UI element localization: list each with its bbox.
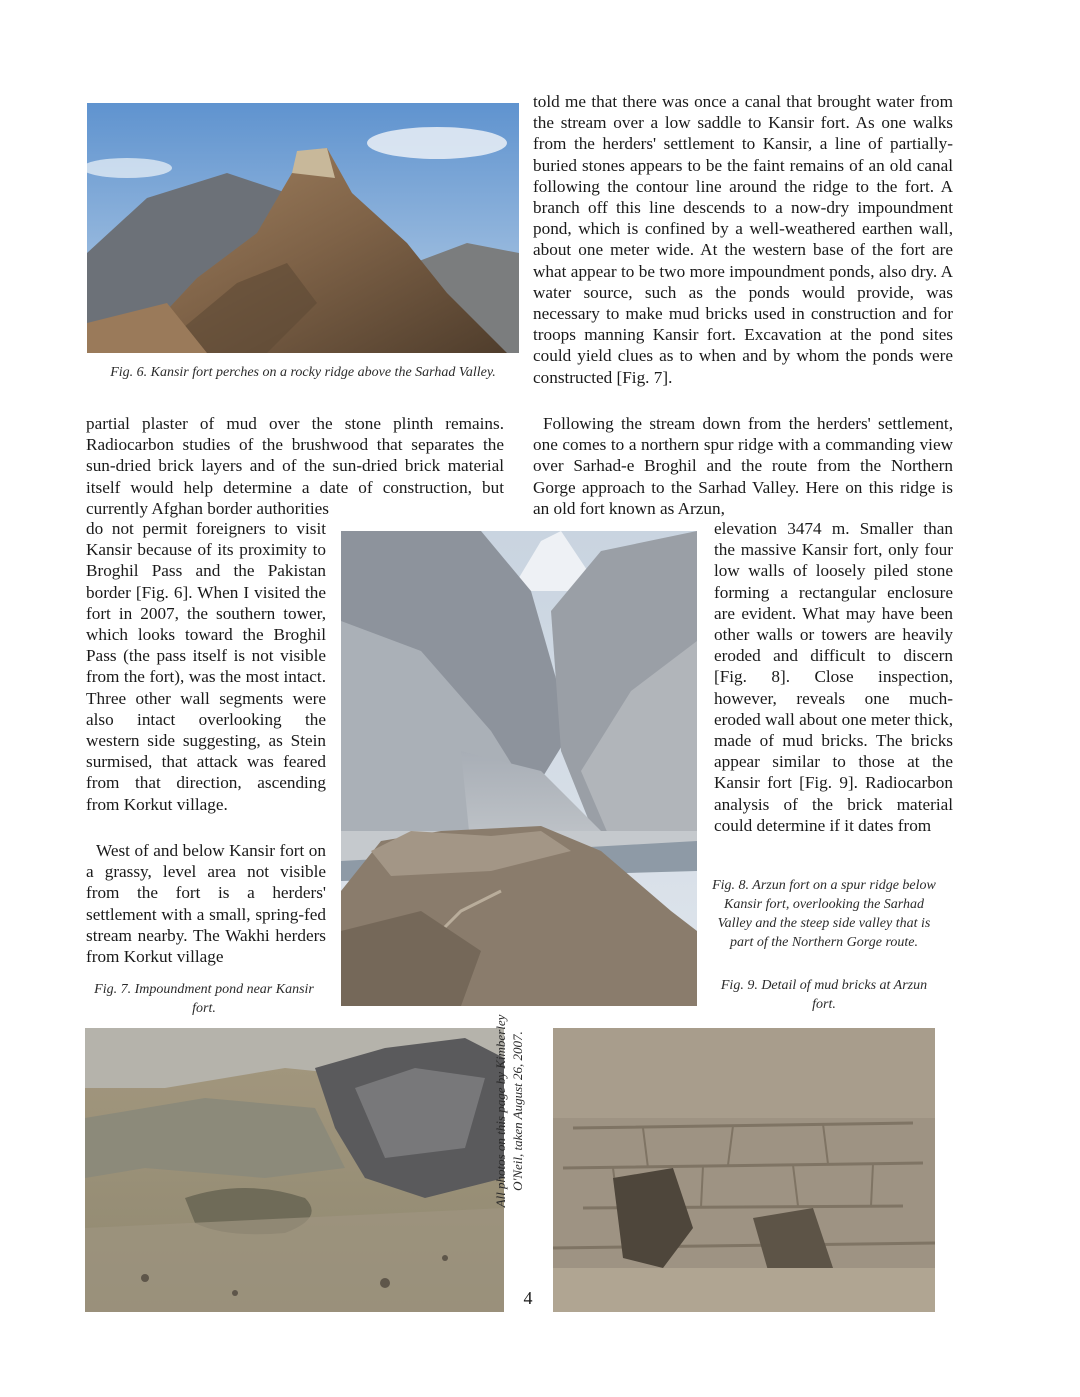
fig8-caption: Fig. 8. Arzun fort on a spur ridge below Kansir fort, overlooking the Sarhad Valley and the steep side valley that is part of the Northern Gorge route. xyxy=(712,878,936,950)
page-number: 4 xyxy=(523,1288,533,1308)
body-paragraph-arzun-walls: elevation 3474 m. Smaller than the massive Kansir fort, only four low walls of loosely piled stone forming a rectangular enclosure are evident. What may have been other walls or towers are heavily eroded and difficult to discern [Fig. 8]. Close inspection, however, reveals one much-eroded wall about one meter thick, made of mud bricks. The bricks appear similar to those at the Kansir fort [Fig. 9]. Radiocarbon analysis of the brick material could determine if it dates from xyxy=(714,519,953,835)
fig7-image xyxy=(85,1028,504,1312)
body-paragraph-plaster: partial plaster of mud over the stone plinth remains. Radiocarbon studies of the brushwood that separates the sun-dried brick layers and of the sun-dried brick material itself would help determine a date of construction, but currently Afghan border authorities xyxy=(86,414,504,518)
fig7-photo xyxy=(85,1028,504,1312)
body-paragraph-arzun-intro: Following the stream down from the herders' settlement, one comes to a northern spur ridge with a commanding view over Sarhad-e Broghil and the route from the Northern Gorge approach to the Sarhad Valley. Here on this ridge is an old fort known as Arzun, xyxy=(533,414,953,518)
photo-credit: All photos on this page by Kimberley O'Neil, taken August 26, 2007. xyxy=(493,1014,525,1208)
fig9-image xyxy=(553,1028,935,1312)
fig8-photo xyxy=(341,531,697,1006)
body-paragraph-canal: told me that there was once a canal that brought water from the stream over a low saddle to Kansir fort. As one walks from the herders' settlement to Kansir, a line of partially-buried stones appears to be the faint remains of an old canal following the contour line around the ridge to the fort. A branch off this line descends to a now-dry impoundment pond, which is confined by a well-weathered earthen wall, about one meter wide. At the western base of the fort are what appear to be two more impoundment ponds, also dry. A water source, such as the ponds would provide, was necessary to make mud bricks used in construction and for troops manning Kansir fort. Excavation at the pond sites could yield clues as to when and by whom the ponds were constructed [Fig. 7]. xyxy=(533,92,953,387)
fig7-caption: Fig. 7. Impoundment pond near Kansir fort. xyxy=(94,982,314,1016)
body-paragraph-kansir-visit: do not permit foreigners to visit Kansir because of its proximity to Broghil Pass and the Pakistan border [Fig. 6]. When I visited the fort in 2007, the southern tower, which looks toward the Broghil Pass (the pass itself is not visible from the fort), was the most intact. Three other wall segments were also intact overlooking the western side suggesting, as Stein surmised, that attack was feared from that direction, ascending from Korkut village. xyxy=(86,519,326,814)
body-paragraph-herders: West of and below Kansir fort on a grassy, level area not visible from the fort is a herders' settlement with a small, spring-fed stream nearby. The Wakhi herders from Korkut village xyxy=(86,841,326,967)
fig8-image xyxy=(341,531,697,1006)
fig6-photo xyxy=(87,103,519,353)
fig9-photo xyxy=(553,1028,935,1312)
fig6-caption: Fig. 6. Kansir fort perches on a rocky ridge above the Sarhad Valley. xyxy=(110,365,496,380)
fig9-caption: Fig. 9. Detail of mud bricks at Arzun fort. xyxy=(720,978,928,1012)
fig6-image xyxy=(87,103,519,353)
